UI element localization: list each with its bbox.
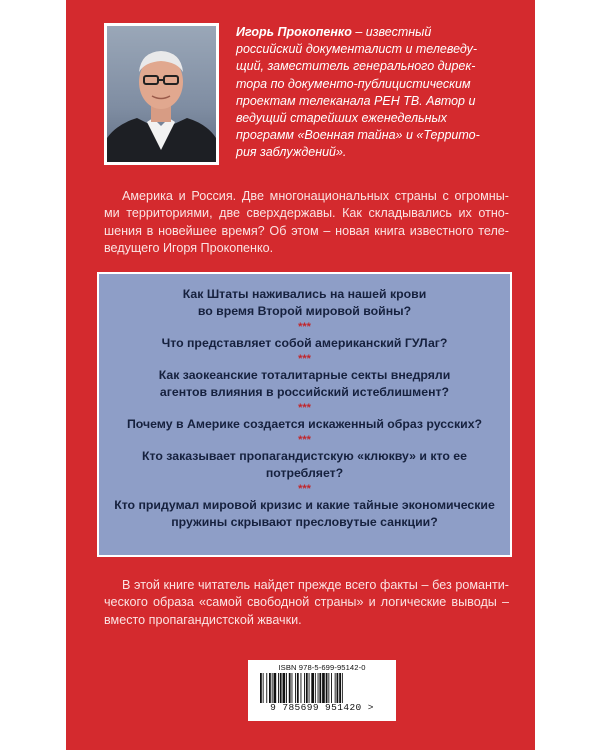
intro-paragraph: [104, 188, 509, 258]
barcode-bar: [306, 673, 308, 703]
barcode-bar: [260, 673, 262, 703]
bio-line: щий, заместитель генерального дирек-: [236, 59, 476, 74]
question-line: Что представляет собой американский ГУЛаг?: [161, 336, 448, 350]
separator-stars: ***: [298, 353, 311, 365]
barcode-bar: [309, 673, 310, 703]
question-line: во время Второй мировой войны?: [197, 304, 412, 318]
barcode-bars-icon: [258, 673, 386, 703]
author-bio: [236, 24, 526, 162]
barcode-bar: [337, 673, 339, 703]
intro-line: ми территориями, две сверхдержавы. Как складывались их отно-: [104, 206, 509, 221]
question-3: [99, 367, 510, 401]
barcode-bar: [269, 673, 271, 703]
question-line: Как Штаты наживались на нашей крови: [182, 287, 427, 301]
bio-line: проектам телеканала РЕН ТВ. Автор и: [236, 93, 476, 108]
barcode-bar: [295, 673, 296, 703]
author-photo: [107, 26, 216, 162]
question-1: [99, 286, 510, 320]
barcode-bar: [315, 673, 316, 703]
barcode-bar: [319, 673, 321, 703]
separator-stars: ***: [298, 483, 311, 495]
question-line: Кто придумал мировой кризис и какие тайные экономические: [114, 498, 495, 512]
barcode-digits: 9 785699 951420 >: [270, 702, 374, 713]
barcode-bar: [274, 673, 277, 703]
barcode-bar: [272, 673, 273, 703]
question-line: пружины скрывают пресловутые санкции?: [171, 515, 438, 529]
barcode-bar: [322, 673, 325, 703]
isbn-label: ISBN 978-5-699-95142-0: [278, 663, 366, 672]
barcode-bar: [286, 673, 287, 703]
barcode-bar: [304, 673, 305, 703]
barcode-bar: [328, 673, 329, 703]
question-line: агентов влияния в российский истеблишмент?: [159, 385, 450, 399]
intro-line: Америка и Россия. Две многонациональных страны с огромны-: [122, 189, 509, 203]
barcode-bar: [263, 673, 264, 703]
barcode-bar: [326, 673, 328, 703]
separator-stars: ***: [298, 402, 311, 414]
author-photo-frame: [104, 23, 219, 165]
barcode-bar: [342, 673, 343, 703]
barcode-bar: [297, 673, 299, 703]
intro-line: ведущего Игоря Прокопенко.: [104, 241, 274, 256]
barcode-bar: [266, 673, 267, 703]
question-line: Как заокеанские тоталитарные секты внедряли: [158, 368, 451, 382]
isbn-barcode: [248, 660, 396, 721]
questions-box: [97, 272, 512, 557]
barcode-bar: [339, 673, 341, 703]
question-5: [99, 448, 510, 482]
barcode-bar: [283, 673, 286, 703]
separator-stars: ***: [298, 321, 311, 333]
question-line: Кто заказывает пропагандистскую «клюкву» и кто ее потребляет?: [142, 449, 467, 480]
bio-line: программ «Военная тайна» и «Террито-: [236, 128, 480, 143]
bio-line: ведущий старейших еженедельных: [236, 111, 447, 126]
intro-line: шения в новейшее время? Об этом – новая книга известного теле-: [104, 223, 509, 238]
question-line: Почему в Америке создается искаженный образ русских?: [126, 417, 483, 431]
barcode-bar: [311, 673, 314, 703]
outro-paragraph: [104, 577, 509, 629]
outro-line: В этой книге читатель найдет прежде всего факты – без романти-: [122, 578, 509, 592]
outro-line: вместо пропагандистской жвачки.: [104, 612, 302, 627]
barcode-bar: [292, 673, 293, 703]
barcode-bar: [331, 673, 332, 703]
separator-stars: ***: [298, 434, 311, 446]
bio-line: рия заблуждений».: [236, 145, 347, 160]
barcode-bar: [289, 673, 291, 703]
question-2: [99, 335, 510, 352]
book-back-cover: [66, 0, 535, 750]
barcode-bar: [301, 673, 302, 703]
author-portrait-illustration: [107, 26, 216, 162]
barcode-bar: [335, 673, 336, 703]
barcode-bar: [280, 673, 282, 703]
bio-line: – известный: [351, 25, 432, 39]
bio-line: российский документалист и телеведу-: [236, 42, 478, 57]
barcode-bar: [278, 673, 279, 703]
author-name: Игорь Прокопенко: [236, 25, 352, 39]
question-4: [99, 416, 510, 433]
outro-line: ческого образа «самой свободной страны» и логические выводы –: [104, 595, 509, 610]
question-6: [99, 497, 510, 531]
barcode-bar: [318, 673, 319, 703]
bio-line: тора по документо-публицистическим: [236, 76, 471, 91]
